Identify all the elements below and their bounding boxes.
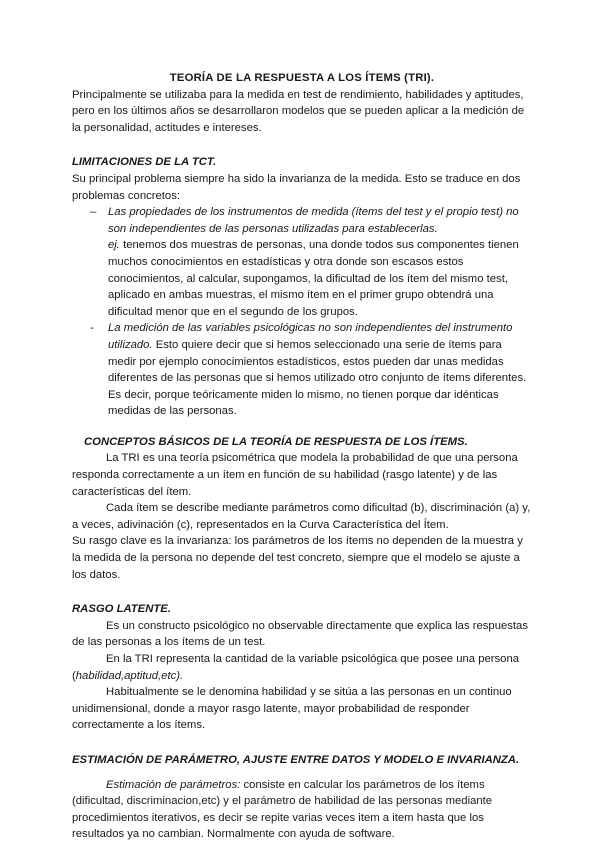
rasgo-paragraph: Habitualmente se le denomina habilidad y se sitúa a las personas en un continuo unidimensional, donde a mayor rasgo latente, mayor probabilidad de responder correctamente a los ítems. — [72, 686, 512, 732]
conceptos-paragraph: Cada ítem se describe mediante parámetros como dificultad (b), discriminación (a) y, a veces, adivinación (c), representados en la Curva Característica del Ítem. — [72, 502, 531, 531]
document-title: TEORÍA DE LA RESPUESTA A LOS ÍTEMS (TRI). — [169, 72, 435, 84]
section-heading-rasgo-latente: RASGO LATENTE. — [72, 603, 171, 616]
bullet-dash: – — [90, 206, 97, 219]
section-heading-estimacion: ESTIMACIÓN DE PARÁMETRO, AJUSTE ENTRE DATOS Y MODELO E INVARIANZA. — [72, 753, 520, 766]
estimacion-text: consiste en calcular los parámetros de los ítems (dificultad, discriminacion,etc) y el parámetro de habilidad de las personas mediante procedimientos iterativos, es decir se repite varias veces item a item hasta que los resultados ya no cambian. Normalmente con ayuda de software. — [72, 778, 493, 841]
document-page — [72, 70, 532, 843]
rasgo-paragraph — [72, 651, 532, 684]
list-item — [72, 320, 532, 420]
spacer — [72, 734, 532, 752]
bullet-statement: Las propiedades de los instrumentos de medida (ítems del test y el propio test) no son independientes de las personas utilizadas para establecerlas. — [108, 206, 519, 235]
conceptos-paragraph: La TRI es una teoría psicométrica que modela la probabilidad de que una persona responda correctamente a un ítem en función de su habilidad (rasgo latente) y de las características del ítem. — [72, 452, 518, 498]
estimacion-term: Estimación de parámetros: — [106, 778, 241, 791]
spacer — [72, 420, 532, 434]
spacer — [72, 769, 532, 777]
bullet-dash: - — [90, 322, 94, 335]
spacer — [72, 583, 532, 601]
rasgo-italic-text: habilidad,aptitud,etc). — [75, 669, 184, 682]
section-heading-conceptos: CONCEPTOS BÁSICOS DE LA TEORÍA DE RESPUESTA DE LOS ÍTEMS. — [84, 435, 468, 448]
bullet-explanation: Esto quiere decir que si hemos seleccionado una serie de ítems para medir por ejemplo conocimientos estadísticos, estos pueden dar unas medidas diferentes de las personas que si hemos utilizado otro conjunto de ítems diferentes. Es decir, porque teóricamente miden lo mismo, no tienen porque dar idénticas medidas de las personas. — [108, 338, 527, 418]
spacer — [72, 136, 532, 154]
list-item — [72, 204, 532, 320]
limitaciones-intro: Su principal problema siempre ha sido la invarianza de la medida. Esto se traduce en dos problemas concretos: — [72, 172, 521, 202]
bullet-statement: La medición de las variables psicológicas no son independientes del instrumento utilizado. — [108, 322, 513, 351]
example-text: tenemos dos muestras de personas, una donde todos sus componentes tienen muchos conocimientos en estadísticas y otra donde son escasos estos conocimientos, al calcular, supongamos, la dificultad de los ítem del mismo test, aplicado en ambas muestras, el mismo ítem en el primer grupo obtendrá una dificultad menor que en el segundo de los grupos. — [108, 239, 519, 318]
rasgo-paragraph: Es un constructo psicológico no observable directamente que explica las respuestas de las personas a los ítems de un test. — [72, 619, 528, 649]
intro-paragraph: Principalmente se utilizaba para la medida en test de rendimiento, habilidades y aptitudes, pero en los últimos años se desarrollaron modelos que se pueden aplicar a la medición de la personalidad, actitudes e intereses. — [72, 88, 525, 134]
rasgo-text: En la TRI representa la cantidad de la variable psicológica que posee una persona ( — [72, 653, 520, 682]
section-heading-limitaciones: LIMITACIONES DE LA TCT. — [72, 156, 217, 169]
conceptos-paragraph: Su rasgo clave es la invarianza: los parámetros de los ítems no dependen de la muestra y la medida de la persona no depende del test concreto, siempre que el modelo se ajuste a los datos. — [72, 535, 523, 581]
example-label: ej. — [108, 239, 120, 252]
estimacion-paragraph — [72, 777, 532, 843]
